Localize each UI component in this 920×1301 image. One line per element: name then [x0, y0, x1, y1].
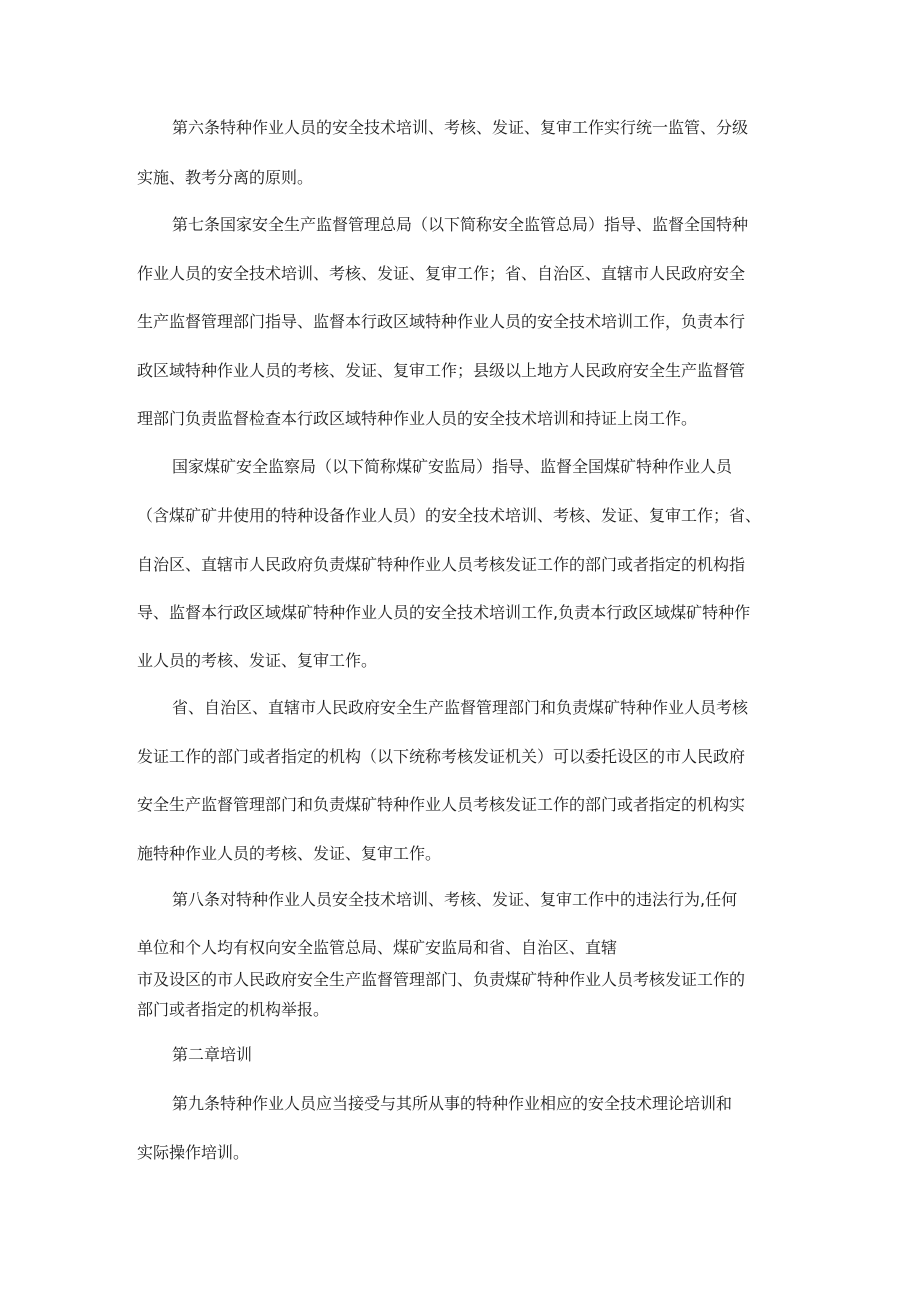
article-9-line-2: 实际操作培训。 — [137, 1143, 250, 1162]
delegate-para-line-2: 发证工作的部门或者指定的机构（以下统称考核发证机关）可以委托设区的市人民政府 — [137, 747, 746, 766]
coal-para-line-1: 国家煤矿安全监察局（以下简称煤矿安监局）指导、监督全国煤矿特种作业人员 — [172, 457, 733, 476]
coal-para-line-4: 导、监督本行政区域煤矿特种作业人员的安全技术培训工作,负责本行政区域煤矿特种作 — [137, 603, 751, 622]
chapter-2-heading: 第二章培训 — [172, 1045, 253, 1064]
article-7-line-5: 理部门负责监督检查本行政区域特种作业人员的安全技术培训和持证上岗工作。 — [137, 409, 698, 428]
article-6-line-1: 第六条特种作业人员的安全技术培训、考核、发证、复审工作实行统一监管、分级 — [172, 118, 749, 137]
coal-para-line-2: （含煤矿矿井使用的特种设备作业人员）的安全技术培训、考核、发证、复审工作；省、 — [137, 506, 762, 525]
coal-para-line-3: 自治区、直辖市人民政府负责煤矿特种作业人员考核发证工作的部门或者指定的机构指 — [137, 555, 746, 574]
coal-para-line-5: 业人员的考核、发证、复审工作。 — [137, 651, 378, 670]
article-8-line-4: 部门或者指定的机构举报。 — [137, 1000, 330, 1019]
delegate-para-line-4: 施特种作业人员的考核、发证、复审工作。 — [137, 844, 442, 863]
article-8-line-1: 第八条对特种作业人员安全技术培训、考核、发证、复审工作中的违法行为,任何 — [172, 890, 738, 909]
article-7-line-2: 作业人员的安全技术培训、考核、发证、复审工作；省、自治区、直辖市人民政府安全 — [137, 264, 746, 283]
article-6-line-2: 实施、教考分离的原则。 — [137, 168, 314, 187]
article-7-line-1: 第七条国家安全生产监督管理总局（以下简称安全监管总局）指导、监督全国特种 — [172, 215, 749, 234]
article-8-line-2: 单位和个人均有权向安全监管总局、煤矿安监局和省、自治区、直辖 — [137, 938, 618, 957]
article-7-line-4: 政区域特种作业人员的考核、发证、复审工作；县级以上地方人民政府安全生产监督管 — [137, 361, 746, 380]
article-9-line-1: 第九条特种作业人员应当接受与其所从事的特种作业相应的安全技术理论培训和 — [172, 1094, 733, 1113]
delegate-para-line-3: 安全生产监督管理部门和负责煤矿特种作业人员考核发证工作的部门或者指定的机构实 — [137, 795, 746, 814]
article-7-line-3: 生产监督管理部门指导、监督本行政区域特种作业人员的安全技术培训工作，负责本行 — [137, 312, 746, 331]
delegate-para-line-1: 省、自治区、直辖市人民政府安全生产监督管理部门和负责煤矿特种作业人员考核 — [172, 698, 749, 717]
article-8-line-3: 市及设区的市人民政府安全生产监督管理部门、负责煤矿特种作业人员考核发证工作的 — [137, 970, 746, 989]
